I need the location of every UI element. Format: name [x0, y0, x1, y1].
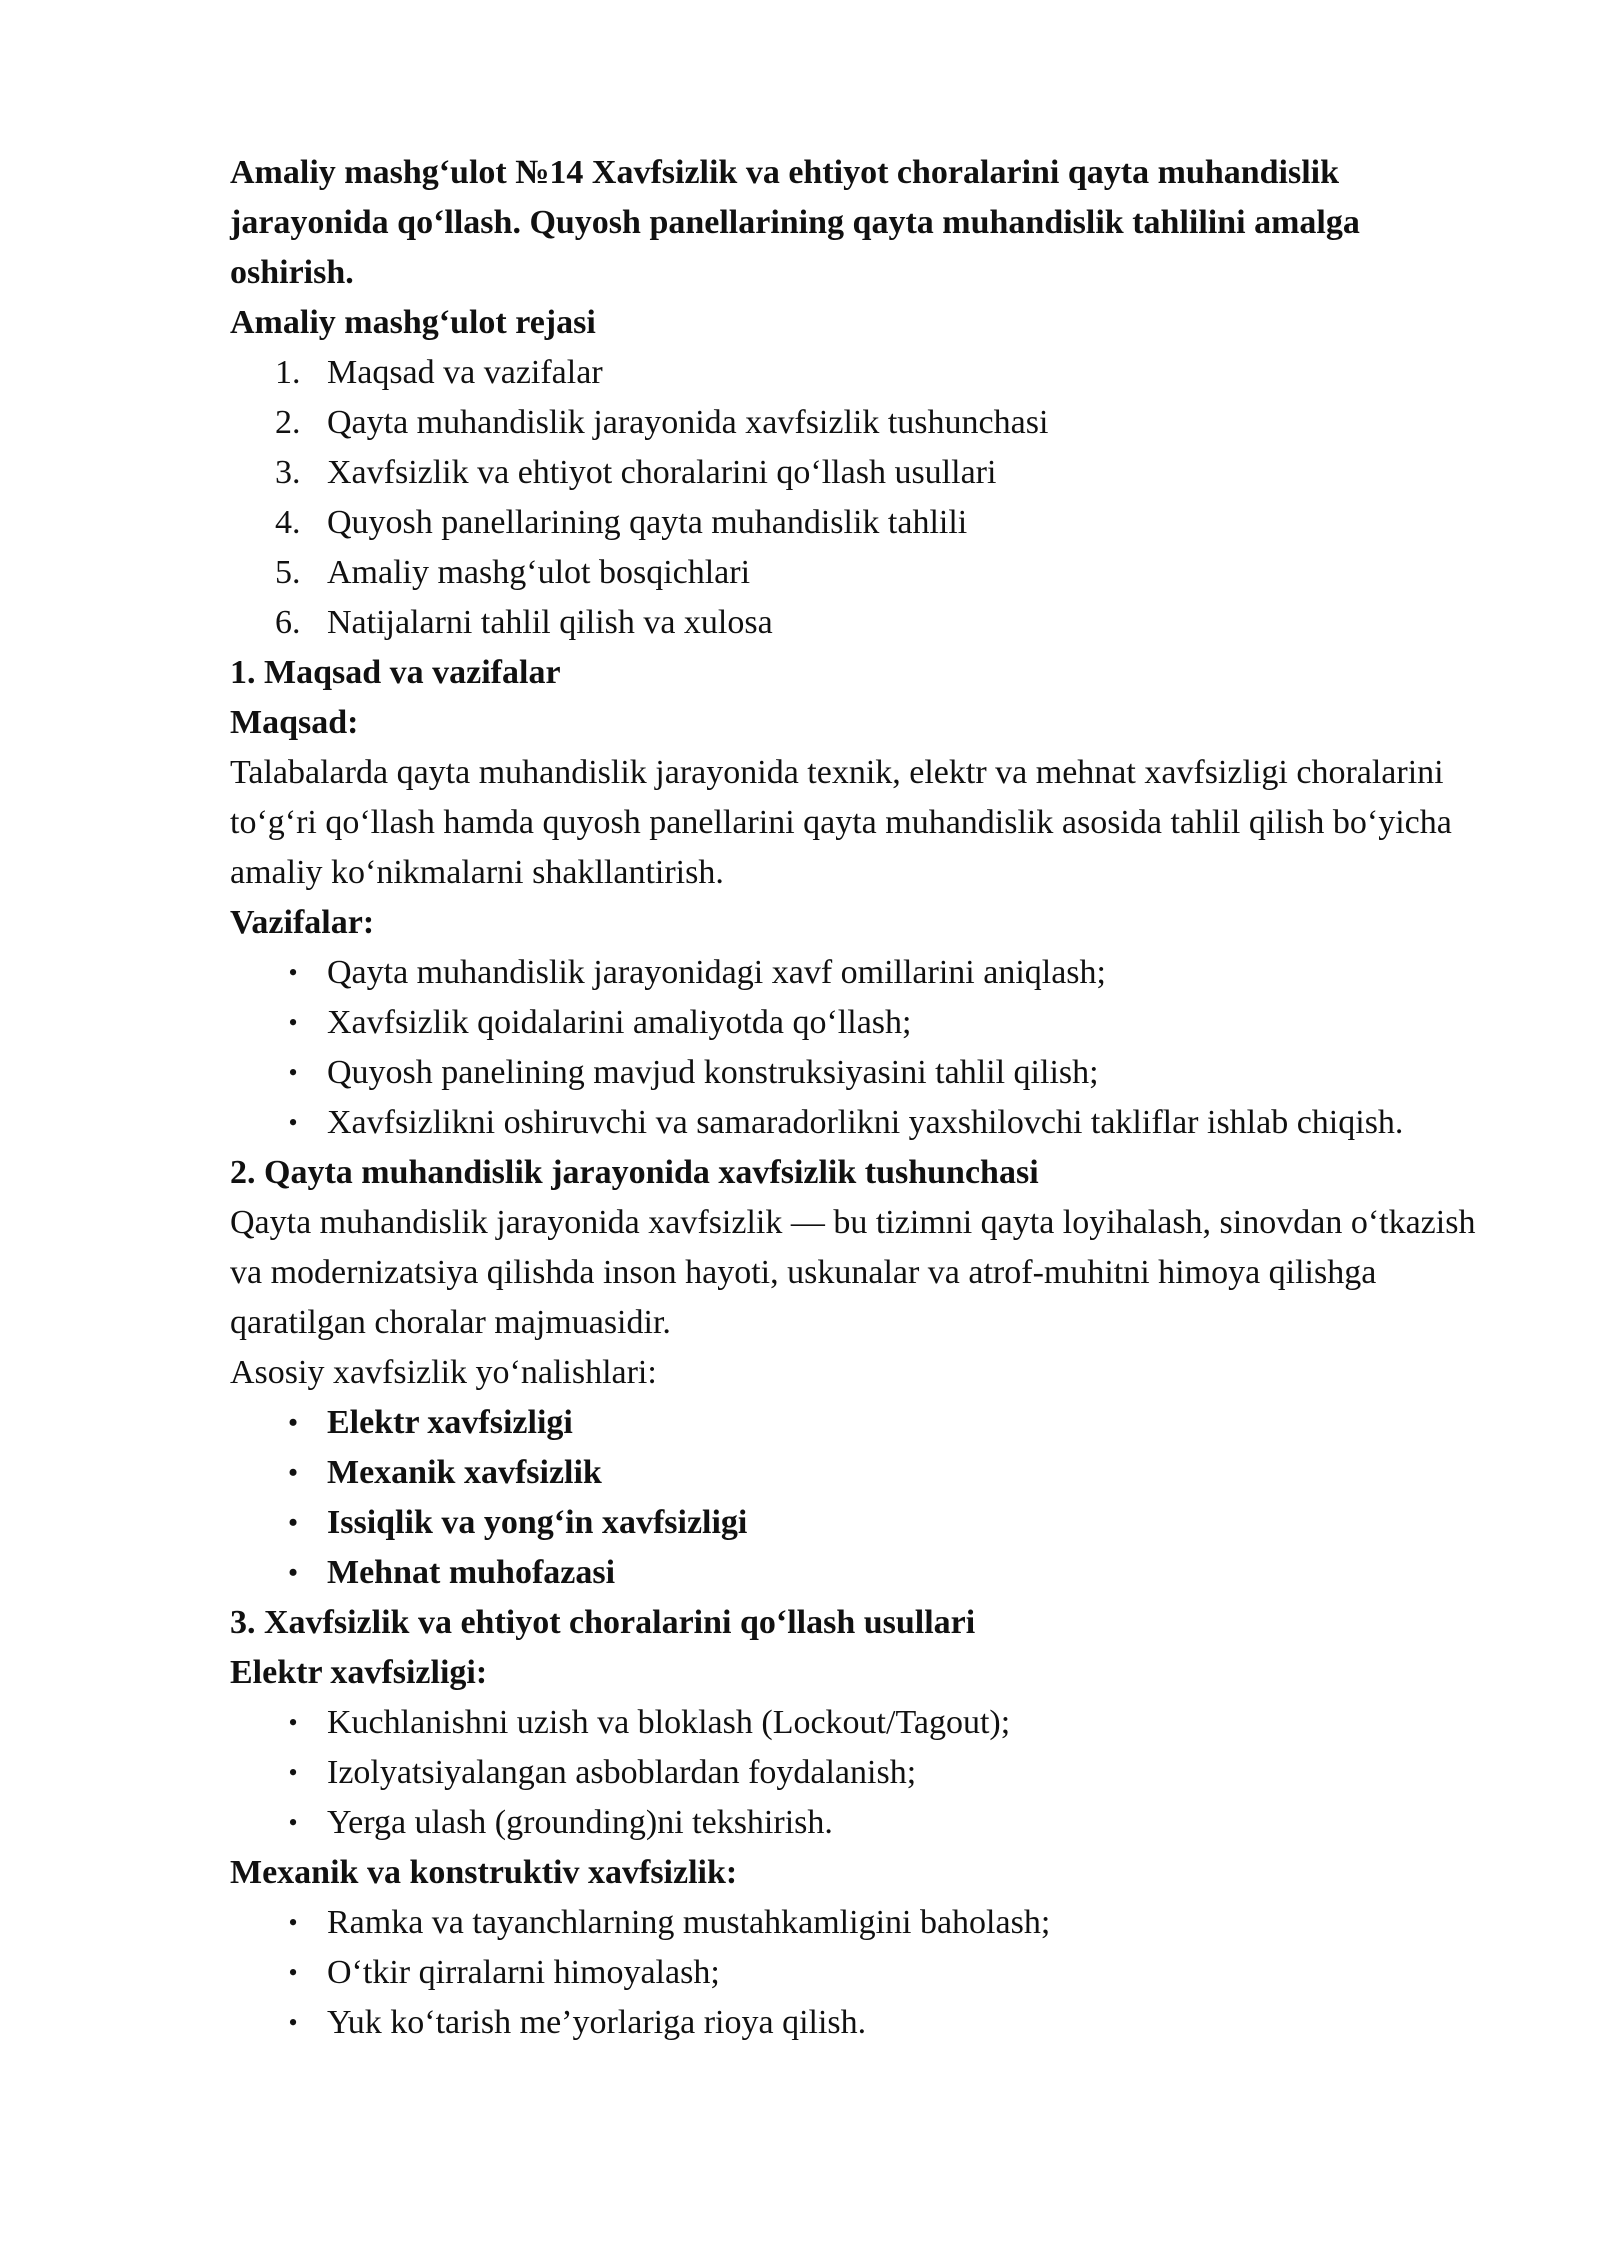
document-title: Amaliy mashg‘ulot №14 Xavfsizlik va ehtiyot choralarini qayta muhandislik jarayonida qo‘llash. Quyosh panellarining qayta muhandislik tahlilini amalga oshirish. — [230, 154, 1360, 291]
mechanical-safety-label: Mexanik va konstruktiv xavfsizlik: — [230, 1854, 738, 1891]
direction-text: Mexanik xavfsizlik — [327, 1454, 602, 1491]
task-text: Xavfsizlik qoidalarini amaliyotda qo‘llash; — [327, 1004, 912, 1041]
plan-item — [230, 398, 1490, 448]
plan-item-text: Maqsad va vazifalar — [327, 354, 603, 391]
direction-item — [230, 1398, 1490, 1448]
electric-safety-label: Elektr xavfsizligi: — [230, 1654, 488, 1691]
direction-item — [230, 1548, 1490, 1598]
mechanical-item — [230, 1998, 1490, 2048]
task-text: Qayta muhandislik jarayonidagi xavf omillarini aniqlash; — [327, 954, 1106, 991]
bullet-icon: • — [288, 1958, 298, 1987]
bullet-icon: • — [288, 1808, 298, 1837]
task-text: Quyosh panelining mavjud konstruksiyasini tahlil qilish; — [327, 1054, 1099, 1091]
plan-item-text: Xavfsizlik va ehtiyot choralarini qo‘llash usullari — [327, 454, 997, 491]
electric-text: Kuchlanishni uzish va bloklash (Lockout/Tagout); — [327, 1704, 1011, 1741]
document-body — [230, 148, 1490, 2048]
bullet-icon: • — [288, 1458, 298, 1487]
bullet-icon: • — [288, 1058, 298, 1087]
electric-text: Yerga ulash (grounding)ni tekshirish. — [327, 1804, 833, 1841]
bullet-icon: • — [288, 1508, 298, 1537]
mechanical-text: O‘tkir qirralarni himoyalash; — [327, 1954, 720, 1991]
direction-item — [230, 1448, 1490, 1498]
plan-item — [230, 498, 1490, 548]
plan-item-number: 4. — [275, 504, 301, 541]
task-text: Xavfsizlikni oshiruvchi va samaradorlikni yaxshilovchi takliflar ishlab chiqish. — [327, 1104, 1404, 1141]
plan-item-number: 6. — [275, 604, 301, 641]
mechanical-safety-list — [230, 1898, 1490, 2048]
section-2-heading: 2. Qayta muhandislik jarayonida xavfsizlik tushunchasi — [230, 1154, 1039, 1191]
section-2-text: Qayta muhandislik jarayonida xavfsizlik — bu tizimni qayta loyihalash, sinovdan o‘tkazish va modernizatsiya qilishda inson hayoti, uskunalar va atrof-muhitni himoya qilishga qaratilgan choralar majmuasidir. — [230, 1204, 1476, 1341]
task-item — [230, 948, 1490, 998]
electric-item — [230, 1698, 1490, 1748]
direction-item — [230, 1498, 1490, 1548]
plan-item — [230, 348, 1490, 398]
section-3-heading: 3. Xavfsizlik va ehtiyot choralarini qo‘llash usullari — [230, 1604, 976, 1641]
bullet-icon: • — [288, 1908, 298, 1937]
bullet-icon: • — [288, 1108, 298, 1137]
plan-item-text: Qayta muhandislik jarayonida xavfsizlik tushunchasi — [327, 404, 1049, 441]
direction-text: Elektr xavfsizligi — [327, 1404, 573, 1441]
bullet-icon: • — [288, 958, 298, 987]
bullet-icon: • — [288, 1408, 298, 1437]
bullet-icon: • — [288, 1008, 298, 1037]
section-1-heading: 1. Maqsad va vazifalar — [230, 654, 561, 691]
electric-safety-list — [230, 1698, 1490, 1848]
bullet-icon: • — [288, 1558, 298, 1587]
directions-label: Asosiy xavfsizlik yo‘nalishlari: — [230, 1354, 657, 1391]
mechanical-text: Yuk ko‘tarish me’yorlariga rioya qilish. — [327, 2004, 867, 2041]
plan-item — [230, 598, 1490, 648]
electric-text: Izolyatsiyalangan asboblardan foydalanish; — [327, 1754, 917, 1791]
bullet-icon: • — [288, 1758, 298, 1787]
plan-item-text: Amaliy mashg‘ulot bosqichlari — [327, 554, 751, 591]
mechanical-item — [230, 1898, 1490, 1948]
tasks-label: Vazifalar: — [230, 904, 375, 941]
goal-text: Talabalarda qayta muhandislik jarayonida texnik, elektr va mehnat xavfsizligi choralarini to‘g‘ri qo‘llash hamda quyosh panellarini qayta muhandislik asosida tahlil qilish bo‘yicha amaliy ko‘nikmalarni shakllantirish. — [230, 754, 1452, 891]
task-item — [230, 998, 1490, 1048]
directions-list — [230, 1398, 1490, 1598]
goal-label: Maqsad: — [230, 704, 359, 741]
plan-item-number: 5. — [275, 554, 301, 591]
plan-item-text: Natijalarni tahlil qilish va xulosa — [327, 604, 773, 641]
plan-item — [230, 448, 1490, 498]
electric-item — [230, 1798, 1490, 1848]
plan-item-number: 2. — [275, 404, 301, 441]
bullet-icon: • — [288, 1708, 298, 1737]
bullet-icon: • — [288, 2008, 298, 2037]
electric-item — [230, 1748, 1490, 1798]
plan-item-number: 1. — [275, 354, 301, 391]
plan-item — [230, 548, 1490, 598]
direction-text: Mehnat muhofazasi — [327, 1554, 616, 1591]
direction-text: Issiqlik va yong‘in xavfsizligi — [327, 1504, 748, 1541]
task-item — [230, 1048, 1490, 1098]
plan-item-text: Quyosh panellarining qayta muhandislik tahlili — [327, 504, 968, 541]
mechanical-text: Ramka va tayanchlarning mustahkamligini baholash; — [327, 1904, 1051, 1941]
plan-heading: Amaliy mashg‘ulot rejasi — [230, 304, 596, 341]
mechanical-item — [230, 1948, 1490, 1998]
plan-list — [230, 348, 1490, 648]
tasks-list — [230, 948, 1490, 1148]
task-item — [230, 1098, 1490, 1148]
plan-item-number: 3. — [275, 454, 301, 491]
